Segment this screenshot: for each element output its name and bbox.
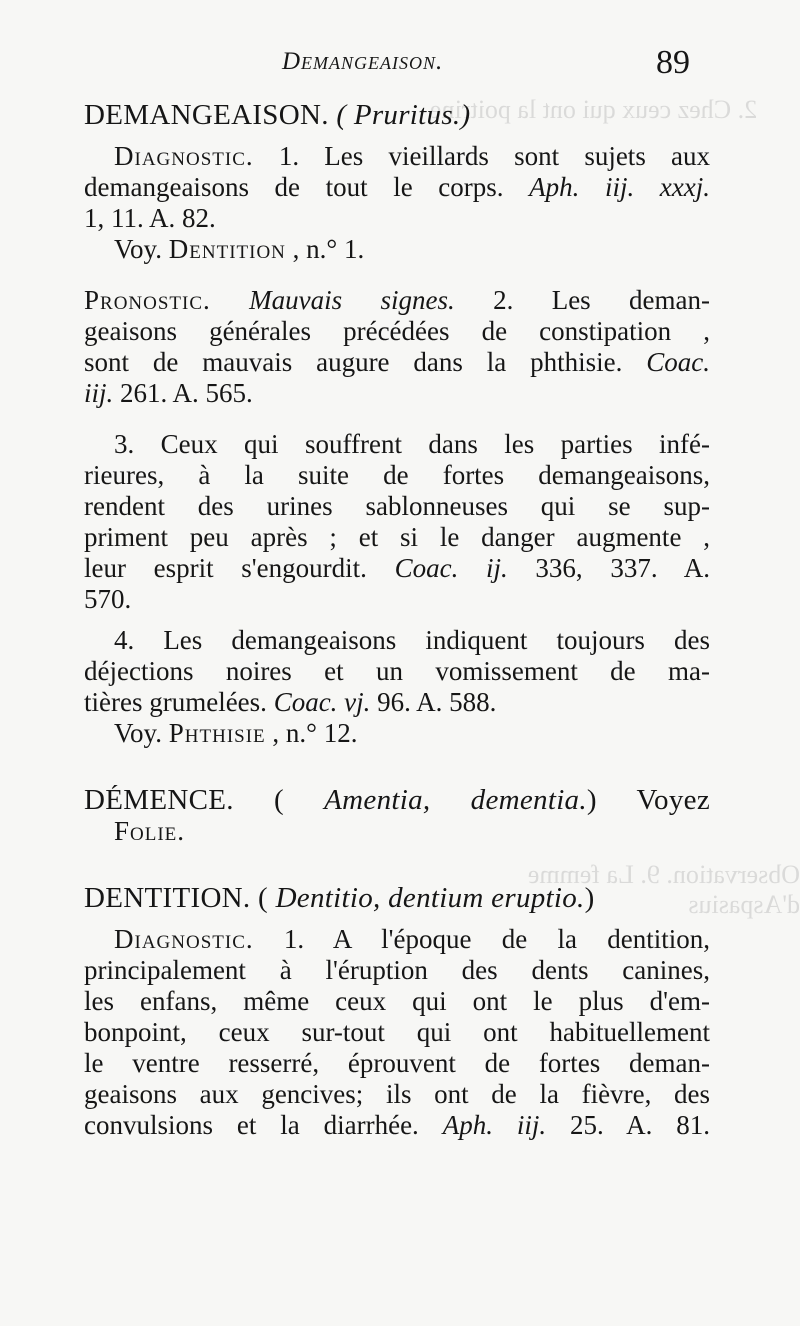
text-line: Diagnostic. 1. A l'époque de la dentition,	[114, 924, 710, 954]
text-line: les enfans, même ceux qui ont le plus d'em-	[84, 986, 710, 1016]
text-line: 1, 11. A. 82.	[84, 203, 216, 233]
text-line: tières grumelées. Coac. vj. 96. A. 588.	[84, 687, 497, 717]
latin-gloss: Amentia, dementia.	[324, 785, 587, 816]
text-line: 3. Ceux qui souffrent dans les parties infé-	[114, 429, 710, 459]
text-line: priment peu après ; et si le danger augmente ,	[84, 522, 710, 552]
latin-gloss: ( Pruritus.)	[336, 100, 471, 131]
section-label: Diagnostic.	[114, 924, 254, 954]
dictionary-text	[84, 100, 710, 1141]
cross-reference: Folie.	[114, 816, 186, 846]
text-line: rendent des urines sablonneuses qui se sup-	[84, 491, 710, 521]
text-line: bonpoint, ceux sur-tout qui ont habituellement	[84, 1017, 710, 1047]
show-through-text: Observation. 9. La femme d'Aspasius	[527, 860, 800, 919]
reference: Coac. vj.	[273, 687, 371, 717]
latin-gloss: Dentitio, dentium eruptio.	[275, 883, 585, 914]
reference: Aph. iij. xxxj.	[529, 172, 710, 202]
text-line: le ventre resserré, éprouvent de fortes deman-	[84, 1048, 710, 1078]
headword: DÉMENCE.	[84, 785, 234, 816]
running-head-title: Demangeaison.	[282, 48, 444, 75]
text-line: geaisons aux gencives; ils ont de la fièvre, des	[84, 1079, 710, 1109]
section-label: Pronostic.	[84, 285, 211, 315]
show-through-text: 2. Chez ceux qui ont la poitrine	[430, 95, 758, 124]
reference: Aph. iij.	[442, 1110, 547, 1140]
text-line: geaisons générales précédées de constipation ,	[84, 316, 710, 346]
text-line: leur esprit s'engourdit. Coac. ij. 336, 337. A.	[84, 553, 710, 583]
text-line: convulsions et la diarrhée. Aph. iij. 25. A. 81.	[84, 1110, 710, 1140]
running-head	[0, 44, 800, 88]
headword: DEMANGEAISON.	[84, 100, 329, 131]
entry-heading	[84, 100, 710, 131]
cross-reference: Voy. Dentition , n.° 1.	[114, 234, 365, 264]
cross-reference: Voy. Phthisie , n.° 12.	[114, 718, 358, 748]
entry-heading: DENTITION. ( Dentitio, dentium eruptio.)	[84, 883, 595, 914]
reference: Coac. ij.	[394, 553, 508, 583]
section-label: Diagnostic.	[114, 141, 254, 171]
text-line: principalement à l'éruption des dents canines,	[84, 955, 710, 985]
entry-heading: DÉMENCE. ( Amentia, dementia.) Voyez	[84, 785, 710, 816]
text-line: demangeaisons de tout le corps. Aph. iij. xxxj.	[84, 172, 710, 202]
text-line: iij. 261. A. 565.	[84, 378, 253, 408]
text-line: sont de mauvais augure dans la phthisie. Coac.	[84, 347, 710, 377]
page-number: 89	[656, 44, 690, 81]
headword: DENTITION.	[84, 883, 251, 914]
text-line: Pronostic. Mauvais signes. 2. Les deman-	[84, 285, 710, 315]
text-line: Diagnostic. 1. Les vieillards sont sujets aux	[114, 141, 710, 171]
text-line: 4. Les demangeaisons indiquent toujours des	[114, 625, 710, 655]
text-line: déjections noires et un vomissement de ma-	[84, 656, 710, 686]
text-line: rieures, à la suite de fortes demangeaisons,	[84, 460, 710, 490]
reference: Coac.	[646, 347, 710, 377]
reference: iij.	[84, 378, 114, 408]
text-line: 570.	[84, 584, 132, 614]
